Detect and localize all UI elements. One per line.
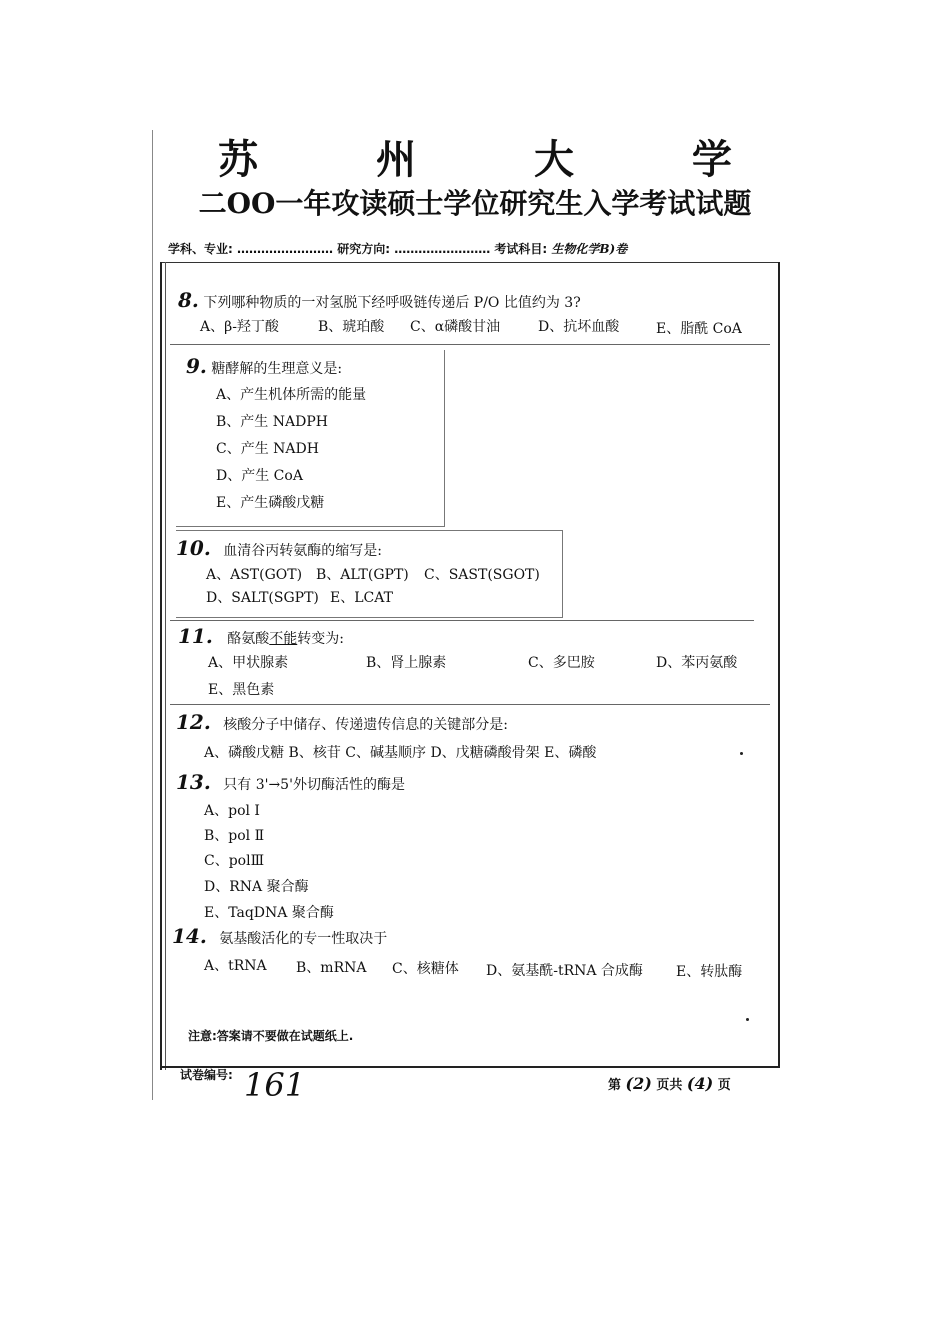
option: C、polⅢ [204,853,265,869]
option: B、ALT(GPT) [316,567,409,583]
field-subject-value: 生物化学B)卷 [551,242,628,256]
frame-top-border [162,262,778,263]
question-10 [176,536,382,560]
question-11 [178,624,344,648]
university-title: 苏 州 大 学 [218,136,784,183]
exam-note: 注意:答案请不要做在试题纸上. [188,1029,354,1043]
option: E、TaqDNA 聚合酶 [204,905,334,921]
question-8 [178,288,581,312]
page-number: (2) [625,1074,652,1093]
field-direction-blank: …………………… [394,242,491,256]
option: C、多巴胺 [528,655,595,671]
question-13 [176,770,405,794]
option: E、黑色素 [208,682,275,698]
question-text: 血清谷丙转氨酶的缩写是: [223,543,382,559]
field-subject-label: 考试科目: [494,242,548,256]
option: B、mRNA [296,960,367,976]
question-text: 糖酵解的生理意义是: [211,361,343,377]
page-middle: 页共 [656,1078,683,1093]
frame-left-border [160,262,162,1070]
option: A、tRNA [204,958,267,974]
option: A、AST(GOT) [206,567,303,583]
question-text: 只有 3'→5'外切酶活性的酶是 [223,777,405,793]
option: D、RNA 聚合酶 [204,879,309,895]
question-text-prefix: 酪氨酸 [227,631,270,647]
separator-line [170,620,754,621]
question-text-suffix: 转变为: [297,631,344,647]
option: D、产生 CoA [216,468,303,484]
question-14 [172,924,387,948]
question-text: 核酸分子中储存、传递遗传信息的关键部分是: [223,717,508,733]
option: E、产生磷酸戊糖 [216,495,325,511]
question-number: 11. [178,624,213,648]
question-number: 8. [178,288,199,312]
option: E、LCAT [330,590,393,606]
option: C、产生 NADH [216,441,319,457]
question-text-emphasis: 不能 [269,631,298,647]
frame-left-inner-border [165,262,166,1070]
paper-code-value: 161 [244,1066,306,1104]
option: A、β-羟丁酸 [200,319,279,335]
option-line: A、磷酸戊糖 B、核苷 C、碱基顺序 D、戊糖磷酸骨架 E、磷酸 [204,745,597,761]
question-text: 下列哪种物质的一对氢脱下经呼吸链传递后 P/O 比值约为 3? [203,295,581,311]
option: B、琥珀酸 [318,319,385,335]
question-text: 氨基酸活化的专一性取决于 [219,931,388,947]
separator-line [170,704,770,705]
option: E、转肽酶 [676,964,743,980]
option: B、pol Ⅱ [204,828,265,844]
option: A、pol Ⅰ [204,803,260,819]
ink-dot [740,752,743,755]
page-indicator [608,1074,731,1093]
option: D、苯丙氨酸 [656,655,738,671]
question-number: 12. [176,710,211,734]
option: C、SAST(SGOT) [424,567,540,583]
option: D、氨基酰-tRNA 合成酶 [486,963,643,979]
field-major-blank: …………………… [237,242,333,256]
page-suffix: 页 [717,1078,731,1093]
option: D、抗坏血酸 [538,319,620,335]
option: C、α磷酸甘油 [410,319,501,335]
option: B、肾上腺素 [366,655,447,671]
question-number: 14. [172,924,207,948]
question-12 [176,710,508,734]
exam-header-fields [168,240,788,257]
option: B、产生 NADPH [216,414,328,430]
option: A、产生机体所需的能量 [216,387,367,403]
ink-dot [746,1018,749,1021]
option: A、甲状腺素 [208,655,289,671]
frame-right-border [778,262,780,1068]
field-direction-label: 研究方向: [337,242,390,256]
separator-line [170,344,770,345]
question-number: 9. [186,354,207,378]
question-number: 13. [176,770,211,794]
scan-crease-line [152,130,153,1100]
paper-code-label: 试卷编号: [180,1068,233,1082]
question-9 [186,354,342,378]
field-major-label: 学科、专业: [168,242,233,256]
option: E、脂酰 CoA [656,321,742,337]
question-number: 10. [176,536,211,560]
page-total: (4) [686,1074,714,1093]
exam-title: 二OO一年攻读硕士学位研究生入学考试试题 [198,187,752,220]
option: C、核糖体 [392,961,459,977]
page-prefix: 第 [608,1078,622,1093]
option: D、SALT(SGPT) [206,590,319,606]
